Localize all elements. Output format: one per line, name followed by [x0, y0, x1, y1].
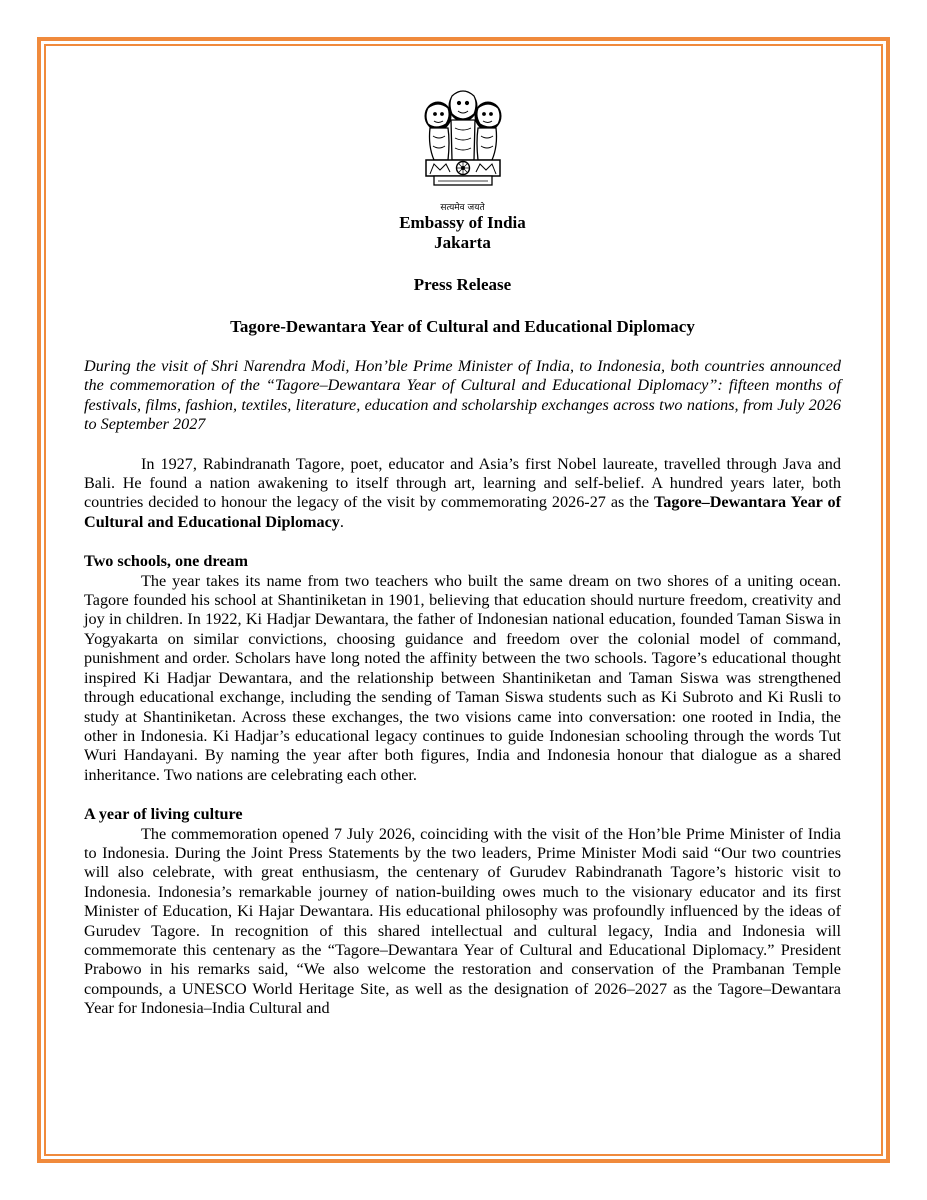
national-emblem-icon	[408, 84, 518, 209]
intro-paragraph	[84, 455, 841, 533]
intro-text: In 1927, Rabindranath Tagore, poet, educator and Asia’s first Nobel laureate, travelled through Java and Bali. He found a nation awakening to itself through art, learning and self-belief. A hundred years later, both countries decided to honour the legacy of the visit by commemorating 2026-27 as the	[84, 454, 841, 512]
page-title: Tagore-Dewantara Year of Cultural and Educational Diplomacy	[230, 317, 695, 336]
section-paragraph: The year takes its name from two teachers who built the same dream on two shores of a uniting ocean. Tagore founded his school at Shantiniketan in 1901, believing that education should nurture freedom, creativity and joy in children. In 1922, Ki Hadjar Dewantara, the father of Indonesian national education, founded Taman Siswa in Yogyakarta on similar convictions, choosing guidance and freedom over the colonial model of command, punishment and order. Scholars have long noted the affinity between the two schools. Tagore’s educational thought inspired Ki Hadjar Dewantara, and the relationship between Shantiniketan and Taman Siswa was strengthened through educational exchange, including the sending of Taman Siswa students such as Ki Subroto and Ki Rusli to study at Shantiniketan. Across these exchanges, the two visions came into conversation: one rooted in India, the other in Indonesia. Ki Hadjar’s educational legacy continues to guide Indonesian schooling through the words Tut Wuri Handayani. By naming the year after both figures, India and Indonesia honour that dialogue as a shared inheritance. Two nations are celebrating each other.	[84, 571, 841, 784]
press-release-document	[84, 80, 841, 1019]
lede-paragraph: During the visit of Shri Narendra Modi, Hon’ble Prime Minister of India, to Indonesia, both countries announced the commemoration of the “Tagore–Dewantara Year of Cultural and Educational Diplomacy”: fifteen months of festivals, films, fashion, textiles, literature, education and scholarship exchanges across two nations, from July 2026 to September 2027	[84, 357, 841, 434]
document-type: Press Release	[413, 275, 512, 294]
embassy-city: Jakarta	[434, 233, 491, 252]
embassy-name: Embassy of India	[399, 213, 526, 232]
section-heading: A year of living culture	[84, 805, 243, 824]
section-paragraph: The commemoration opened 7 July 2026, coinciding with the visit of the Hon’ble Prime Minister of India to Indonesia. During the Joint Press Statements by the two leaders, Prime Minister Modi said “Our two countries will also celebrate, with great enthusiasm, the centenary of Gurudev Rabindranath Tagore’s historic visit to Indonesia. Indonesia’s remarkable journey of nation-building owes much to the visionary educator and its first Minister of Education, Ki Hajar Dewantara. His educational philosophy was profoundly influenced by the ideas of Gurudev Tagore. In recognition of this shared intellectual and cultural legacy, India and Indonesia will commemorate this centenary as the “Tagore–Dewantara Year of Cultural and Educational Diplomacy.” President Prabowo in his remarks said, “We also welcome the restoration and conservation of the Prambanan Temple compounds, a UNESCO World Heritage Site, as well as the designation of 2026–2027 as the Tagore–Dewantara Year for Indonesia–India Cultural and	[84, 824, 841, 1018]
emblem-motto: सत्यमेव जयते	[440, 203, 485, 213]
intro-end: .	[339, 512, 344, 531]
intro-bold-title: Tagore–Dewantara Year of Cultural and Educational Diplomacy	[84, 493, 841, 531]
section-heading: Two schools, one dream	[84, 552, 248, 571]
